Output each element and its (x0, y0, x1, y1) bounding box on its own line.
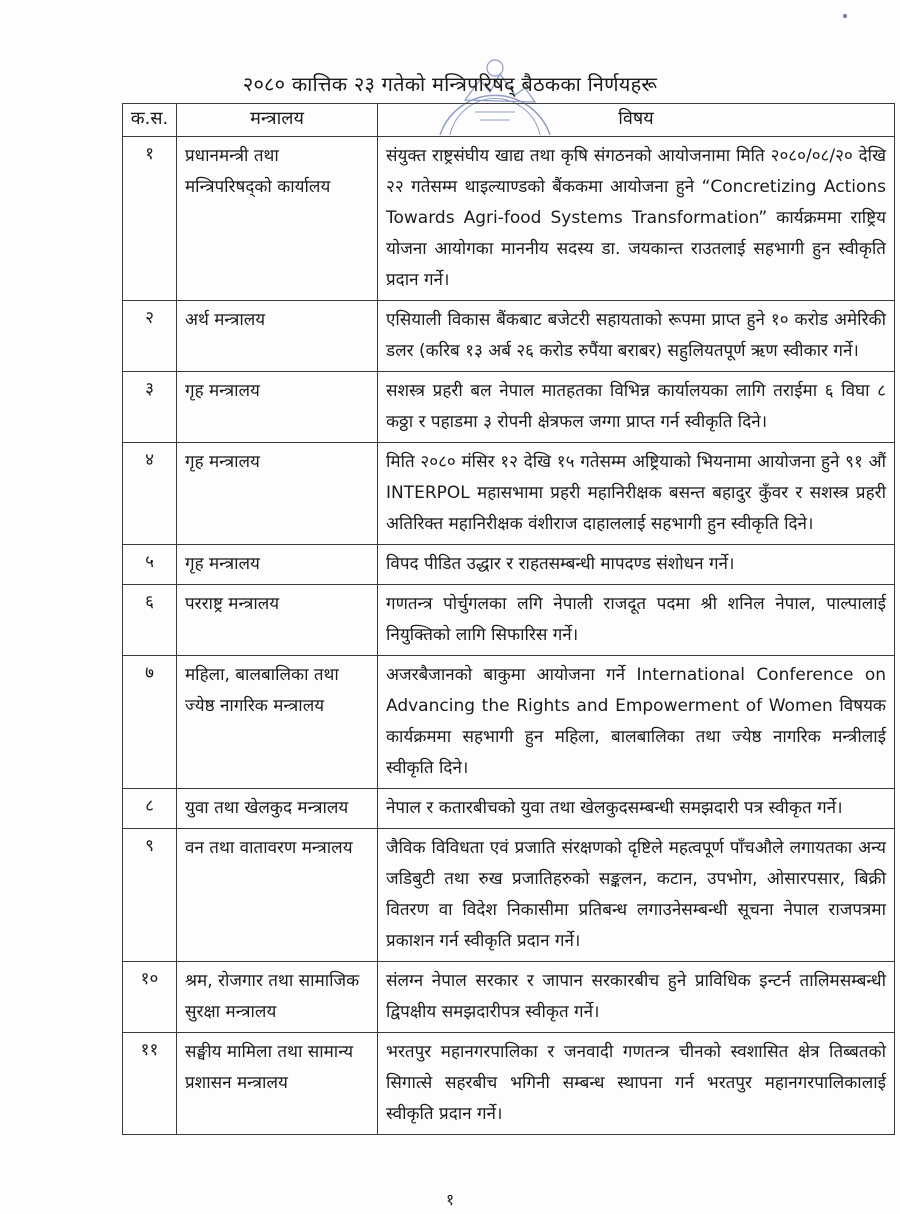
table-row (123, 829, 895, 962)
row-subject: संयुक्त राष्ट्रसंघीय खाद्य तथा कृषि संगठनको आयोजनामा मिति २०८०/०८/२० देखि २२ गतेसम्म थाइल्याण्डको बैंककमा आयोजना हुने “Concretizing Actions Towards Agri-food Systems Transformation” कार्यक्रममा राष्ट्रिय योजना आयोगका माननीय सदस्य डा. जयकान्त राउतलाई सहभागी हुन स्वीकृति प्रदान गर्ने। (378, 137, 895, 301)
row-sn: २ (123, 301, 177, 372)
row-ministry: सङ्घीय मामिला तथा सामान्य प्रशासन मन्त्रालय (177, 1033, 378, 1135)
row-ministry: अर्थ मन्त्रालय (177, 301, 378, 372)
table-row (123, 545, 895, 585)
table-row (123, 585, 895, 656)
header-subject: विषय (378, 104, 895, 137)
table-row (123, 962, 895, 1033)
row-subject: नेपाल र कतारबीचको युवा तथा खेलकुदसम्बन्धी समझदारी पत्र स्वीकृत गर्ने। (378, 789, 895, 829)
row-ministry: युवा तथा खेलकुद मन्त्रालय (177, 789, 378, 829)
row-ministry: गृह मन्त्रालय (177, 545, 378, 585)
row-ministry: श्रम, रोजगार तथा सामाजिक सुरक्षा मन्त्रालय (177, 962, 378, 1033)
row-ministry: गृह मन्त्रालय (177, 443, 378, 545)
table-row (123, 656, 895, 789)
row-sn: ६ (123, 585, 177, 656)
row-subject: सशस्त्र प्रहरी बल नेपाल मातहतका विभिन्न कार्यालयका लागि तराईमा ६ विघा ८ कठ्ठा र पहाडमा ३ रोपनी क्षेत्रफल जग्गा प्राप्त गर्न स्वीकृति दिने। (378, 372, 895, 443)
row-sn: ११ (123, 1033, 177, 1135)
row-subject: जैविक विविधता एवं प्रजाति संरक्षणको दृष्टिले महत्वपूर्ण पाँचऔले लगायतका अन्य जडिबुटी तथा रुख प्रजातिहरुको सङ्कलन, कटान, उपभोग, ओसारपसार, बिक्री वितरण वा विदेश निकासीमा प्रतिबन्ध लगाउनेसम्बन्धी सूचना नेपाल राजपत्रमा प्रकाशन गर्न स्वीकृति प्रदान गर्ने। (378, 829, 895, 962)
table-row (123, 789, 895, 829)
row-sn: ४ (123, 443, 177, 545)
row-subject: मिति २०८० मंसिर १२ देखि १५ गतेसम्म अष्ट्रियाको भियनामा आयोजना हुने ९१ औं INTERPOL महासभामा प्रहरी महानिरीक्षक बसन्त बहादुर कुँवर र सशस्त्र प्रहरी अतिरिक्त महानिरीक्षक वंशीराज दाहाललाई सहभागी हुन स्वीकृति दिने। (378, 443, 895, 545)
row-sn: ५ (123, 545, 177, 585)
row-subject: विपद पीडित उद्धार र राहतसम्बन्धी मापदण्ड संशोधन गर्ने। (378, 545, 895, 585)
table-header-row (123, 104, 895, 137)
row-subject: भरतपुर महानगरपालिका र जनवादी गणतन्त्र चीनको स्वशासित क्षेत्र तिब्बतको सिगात्से सहरबीच भगिनी सम्बन्ध स्थापना गर्न भरतपुर महानगरपालिकालाई स्वीकृति प्रदान गर्ने। (378, 1033, 895, 1135)
table-row (123, 137, 895, 301)
row-sn: १० (123, 962, 177, 1033)
header-ministry: मन्त्रालय (177, 104, 378, 137)
table-row (123, 443, 895, 545)
row-sn: ८ (123, 789, 177, 829)
header-sn: क.स. (123, 104, 177, 137)
row-sn: ७ (123, 656, 177, 789)
row-subject: संलग्न नेपाल सरकार र जापान सरकारबीच हुने प्राविधिक इन्टर्न तालिमसम्बन्धी द्विपक्षीय समझदारीपत्र स्वीकृत गर्ने। (378, 962, 895, 1033)
scan-speck (843, 14, 847, 18)
row-sn: ९ (123, 829, 177, 962)
decisions-table (122, 103, 895, 1135)
table-row (123, 372, 895, 443)
row-ministry: महिला, बालबालिका तथा ज्येष्ठ नागरिक मन्त्रालय (177, 656, 378, 789)
row-ministry: वन तथा वातावरण मन्त्रालय (177, 829, 378, 962)
row-subject: गणतन्त्र पोर्चुगलका लगि नेपाली राजदूत पदमा श्री शनिल नेपाल, पाल्पालाई नियुक्तिको लागि सिफारिस गर्ने। (378, 585, 895, 656)
table-row (123, 1033, 895, 1135)
page-number: १ (445, 1190, 455, 1209)
row-ministry: गृह मन्त्रालय (177, 372, 378, 443)
row-ministry: परराष्ट्र मन्त्रालय (177, 585, 378, 656)
table-row (123, 301, 895, 372)
row-subject: अजरबैजानको बाकुमा आयोजना गर्ने International Conference on Advancing the Rights and Empowerment of Women विषयक कार्यक्रममा सहभागी हुन महिला, बालबालिका तथा ज्येष्ठ नागरिक मन्त्रीलाई स्वीकृति दिने। (378, 656, 895, 789)
row-sn: ३ (123, 372, 177, 443)
row-subject: एसियाली विकास बैंकबाट बजेटरी सहायताको रूपमा प्राप्त हुने १० करोड अमेरिकी डलर (करिब १३ अर्ब २६ करोड रुपैंया बराबर) सहुलियतपूर्ण ऋण स्वीकार गर्ने। (378, 301, 895, 372)
row-sn: १ (123, 137, 177, 301)
page-title: २०८० कात्तिक २३ गतेको मन्त्रिपरिषद् बैठकका निर्णयहरू (242, 72, 658, 96)
row-ministry: प्रधानमन्त्री तथा मन्त्रिपरिषद्को कार्यालय (177, 137, 378, 301)
